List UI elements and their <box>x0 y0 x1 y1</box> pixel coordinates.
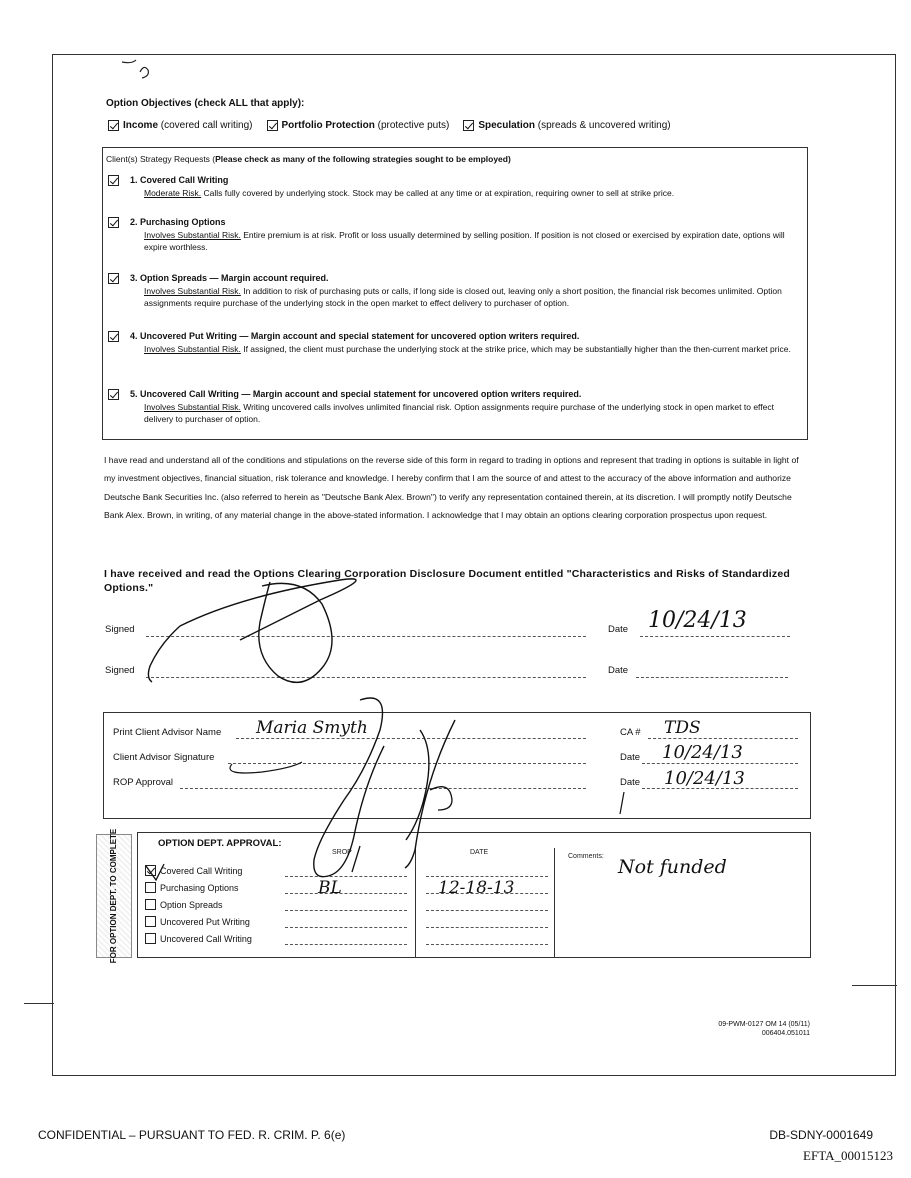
advisor-date-line[interactable] <box>642 763 798 764</box>
date-column-header: DATE <box>470 849 489 856</box>
approval-covered-call[interactable]: Covered Call Writing <box>145 865 242 876</box>
checkbox-checked-icon[interactable] <box>108 331 119 342</box>
advisor-name-line[interactable] <box>236 738 586 739</box>
checkbox-checked-icon[interactable] <box>108 175 119 186</box>
checkbox-checked-icon[interactable] <box>145 865 156 876</box>
signed-label: Signed <box>105 624 135 635</box>
checkbox-icon[interactable] <box>145 933 156 944</box>
srop-line[interactable] <box>285 910 407 911</box>
disclosure-received-statement: I have received and read the Options Clearing Corporation Disclosure Document entitled "Characteristics and Risks of Standardized Options." <box>104 568 791 594</box>
approval-date-line[interactable] <box>426 910 548 911</box>
column-divider <box>415 848 416 958</box>
checkbox-checked-icon[interactable] <box>108 120 119 131</box>
scan-edge-line <box>852 985 897 986</box>
client-date-line-2[interactable] <box>636 677 788 678</box>
checkbox-icon[interactable] <box>145 882 156 893</box>
approval-date-line[interactable] <box>426 944 548 945</box>
srop-column-header: SROP <box>332 849 352 856</box>
date-label-2: Date <box>608 665 629 676</box>
objectives-heading: Option Objectives (check ALL that apply): <box>106 98 305 109</box>
checkbox-checked-icon[interactable] <box>108 389 119 400</box>
ca-number-line[interactable] <box>648 738 798 739</box>
client-signature-line-1[interactable] <box>146 636 586 637</box>
option-dept-side-stamp: FOR OPTION DEPT. TO COMPLETE <box>96 834 132 958</box>
approval-uncovered-put[interactable]: Uncovered Put Writing <box>145 916 250 927</box>
approval-purchasing-options[interactable]: Purchasing Options <box>145 882 239 893</box>
comments-value: Not funded <box>618 856 727 878</box>
rop-date-label: Date <box>620 777 641 788</box>
client-date-line-1[interactable] <box>640 636 790 637</box>
signed-label-2: Signed <box>105 665 135 676</box>
print-advisor-name-label: Print Client Advisor Name <box>113 727 222 738</box>
date-label: Date <box>608 624 629 635</box>
strategy-intro: Client(s) Strategy Requests (Please check as many of the following strategies sought to be employed) <box>106 154 511 164</box>
advisor-date-value: 10/24/13 <box>662 742 743 763</box>
efta-number: EFTA_00015123 <box>803 1148 893 1163</box>
objectives-row <box>108 120 671 131</box>
approval-date-value: 12-18-13 <box>438 878 515 898</box>
confidentiality-footer: CONFIDENTIAL – PURSUANT TO FED. R. CRIM. P. 6(e) <box>38 1128 346 1142</box>
checkbox-checked-icon[interactable] <box>108 273 119 284</box>
comments-label: Comments: <box>568 853 604 860</box>
client-date-value: 10/24/13 <box>648 608 747 633</box>
advisor-name-value: Maria Smyth <box>256 718 368 738</box>
srop-line[interactable] <box>285 944 407 945</box>
column-divider <box>554 848 555 958</box>
ca-number-value: TDS <box>664 718 701 738</box>
srop-line[interactable] <box>285 893 407 894</box>
checkbox-checked-icon[interactable] <box>108 217 119 228</box>
bates-number: DB-SDNY-0001649 <box>769 1128 873 1142</box>
rop-date-value: 10/24/13 <box>664 768 745 789</box>
approval-date-line[interactable] <box>426 876 548 877</box>
checkbox-checked-icon[interactable] <box>267 120 278 131</box>
acknowledgement-paragraph: I have read and understand all of the conditions and stipulations on the reverse side of this form in regard to trading in options and represent that trading in options is suitable in light of my investment objectives, financial situation, risk tolerance and knowledge. I hereby confirm that I am the source of and attest to the accuracy of the above information and authorize Deutsche Bank Securities Inc. (also referred to herein as "Deutsche Bank Alex. Brown") to verify any representation contained therein, at its discretion. I will promptly notify Deutsche Bank Alex. Brown, in writing, of any material change in the above-stated information. I acknowledge that I may obtain an options clearing corporation prospectus upon request. <box>104 455 799 520</box>
ca-number-label: CA # <box>620 727 641 738</box>
checkbox-icon[interactable] <box>145 899 156 910</box>
srop-initials-value: BL <box>318 878 342 898</box>
form-number: 09-PWM-0127 OM 14 (05/11) 006404.051011 <box>718 1021 810 1037</box>
approval-option-spreads[interactable]: Option Spreads <box>145 899 223 910</box>
rop-approval-label: ROP Approval <box>113 777 174 788</box>
checkbox-checked-icon[interactable] <box>463 120 474 131</box>
srop-line[interactable] <box>285 927 407 928</box>
approval-uncovered-call[interactable]: Uncovered Call Writing <box>145 933 252 944</box>
advisor-date-label: Date <box>620 752 641 763</box>
advisor-signature-line[interactable] <box>228 763 586 764</box>
rop-approval-line[interactable] <box>180 788 586 789</box>
srop-line[interactable] <box>285 876 407 877</box>
checkbox-icon[interactable] <box>145 916 156 927</box>
scan-edge-line <box>24 1003 54 1004</box>
objective-portfolio-protection[interactable]: Portfolio Protection (protective puts) <box>267 120 450 131</box>
approval-date-line[interactable] <box>426 927 548 928</box>
objective-speculation[interactable]: Speculation (spreads & uncovered writing) <box>463 120 670 131</box>
option-dept-heading: OPTION DEPT. APPROVAL: <box>158 838 282 849</box>
advisor-signature-label: Client Advisor Signature <box>113 752 215 763</box>
client-signature-line-2[interactable] <box>146 677 586 678</box>
objective-income[interactable]: Income (covered call writing) <box>108 120 253 131</box>
